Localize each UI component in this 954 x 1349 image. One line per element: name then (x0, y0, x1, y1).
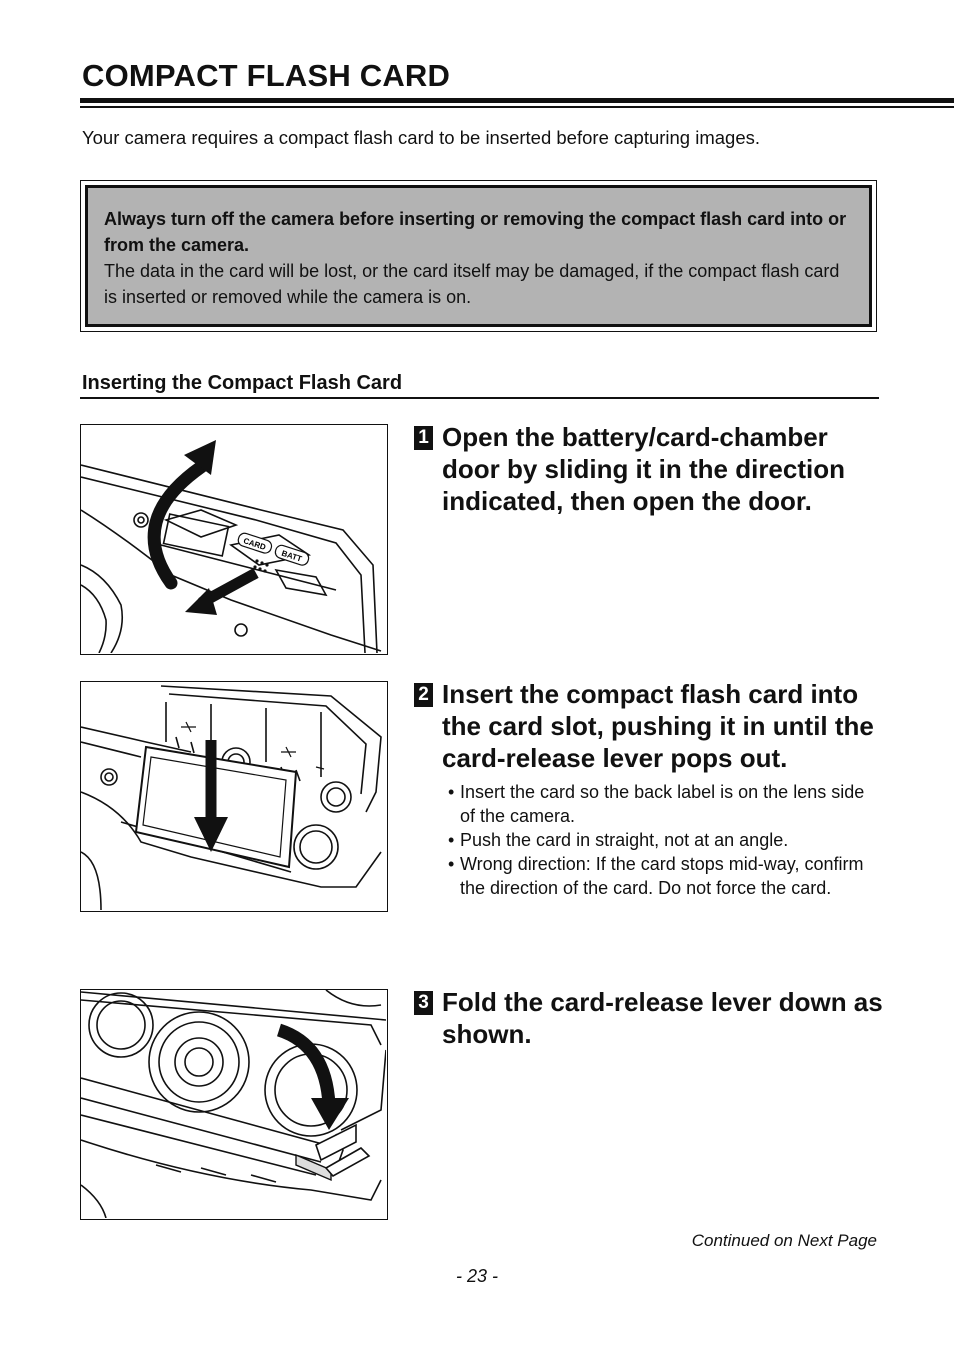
section-heading: Inserting the Compact Flash Card (82, 372, 403, 394)
warning-box (85, 185, 872, 327)
step-number-badge: 3 (414, 991, 433, 1015)
step-number-badge: 1 (414, 426, 433, 450)
card-label: CARD (242, 536, 267, 552)
batt-label: BATT (280, 548, 303, 564)
figure-open-chamber-door (80, 424, 388, 655)
step-notes (448, 780, 884, 900)
section-rule (80, 397, 879, 399)
note-item: • Insert the card so the back label is on the lens side of the camera. (448, 780, 884, 828)
step-2 (414, 678, 884, 900)
step-number-badge: 2 (414, 683, 433, 707)
continued-note: Continued on Next Page (691, 1231, 877, 1250)
intro-text: Your camera requires a compact flash card to be inserted before capturing images. (82, 127, 761, 148)
step-3 (414, 986, 884, 1050)
warning-text: The data in the card will be lost, or the card itself may be damaged, if the compact flash card is inserted or removed while the camera is on. (104, 261, 840, 307)
card-insert-illustration (81, 682, 386, 910)
title-rule (80, 98, 954, 103)
figure-insert-card (80, 681, 388, 912)
step-1 (414, 421, 884, 517)
fold-down-arc-arrow (279, 1030, 329, 1105)
warning-bold-text: Always turn off the camera before inserting or removing the compact flash card into or from the camera. (104, 209, 847, 255)
camera-door-illustration (81, 425, 386, 653)
lever-fold-illustration (81, 990, 386, 1218)
figure-fold-lever (80, 989, 388, 1220)
page-title: COMPACT FLASH CARD (82, 58, 451, 93)
page-number: - 23 - (455, 1266, 498, 1286)
step-instruction: Fold the card-release lever down as shown. (442, 987, 883, 1049)
card-release-lever (296, 1125, 369, 1180)
title-rule-thin (80, 106, 954, 108)
note-item: • Wrong direction: If the card stops mid-way, confirm the direction of the card. Do not force the card. (448, 852, 884, 900)
step-instruction: Open the battery/card-chamber door by sliding it in the direction indicated, then open the door. (442, 422, 845, 516)
step-instruction: Insert the compact flash card into the card slot, pushing it in until the card-release lever pops out. (442, 679, 874, 773)
note-item: • Push the card in straight, not at an angle. (448, 828, 884, 852)
